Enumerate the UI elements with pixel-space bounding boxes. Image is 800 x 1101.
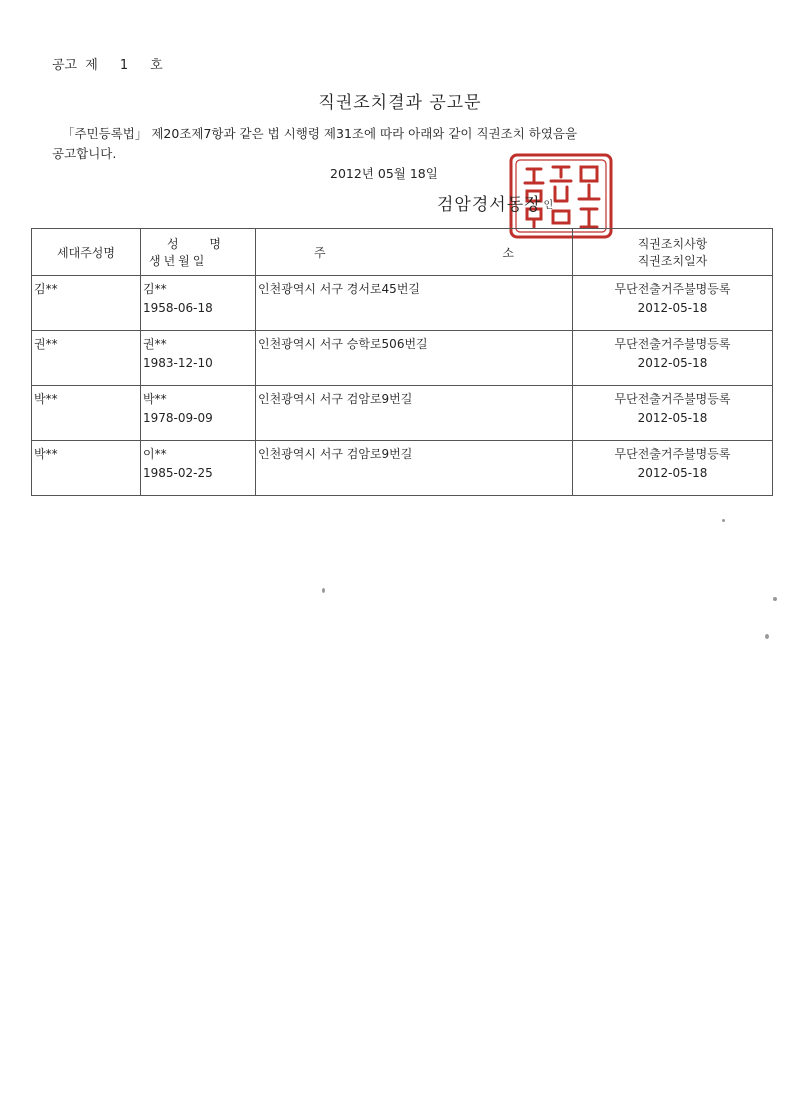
notice-body-line-1: 「주민등록법」 제20조제7항과 같은 법 시행령 제31조에 따라 아래와 같이 직권조치 하였음을 [62, 126, 578, 141]
scan-speck [765, 634, 769, 639]
name-cell: 이** [143, 447, 167, 461]
notice-label: 공고 제 [52, 58, 98, 73]
action-cell: 무단전출거주불명등록 [614, 282, 731, 296]
signer [437, 190, 554, 215]
table-row [32, 276, 773, 331]
header-address-b: 소 [502, 245, 514, 260]
header-action [573, 229, 773, 276]
signer-name: 검암경서동장 [437, 195, 542, 215]
householder-cell: 박** [34, 392, 58, 406]
action-date-cell: 2012-05-18 [637, 411, 708, 425]
notice-suffix: 호 [150, 58, 163, 73]
householder-cell: 김** [34, 282, 58, 296]
action-cell: 무단전출거주불명등록 [614, 392, 731, 406]
notice-date: 2012년 05월 18일 [330, 166, 438, 181]
name-cell: 김** [143, 282, 167, 296]
action-date-cell: 2012-05-18 [637, 356, 708, 370]
action-date-cell: 2012-05-18 [637, 301, 708, 315]
action-date-cell: 2012-05-18 [637, 466, 708, 480]
address-cell: 인천광역시 서구 경서로45번길 [258, 282, 421, 296]
birth-cell: 1978-09-09 [143, 411, 213, 425]
address-cell: 인천광역시 서구 검암로9번길 [258, 447, 413, 461]
table-header-row [32, 229, 773, 276]
header-action-type: 직권조치사항 [637, 237, 708, 251]
header-address [256, 229, 573, 276]
records-table [31, 228, 773, 496]
signer-seal-mark: 인 [543, 200, 555, 211]
birth-cell: 1958-06-18 [143, 301, 213, 315]
table-row [32, 331, 773, 386]
householder-cell: 박** [34, 447, 58, 461]
table-row [32, 441, 773, 496]
header-birth: 생년월일 [149, 254, 208, 268]
header-name-a: 성 [167, 237, 179, 251]
document-title: 직권조치결과 공고문 [318, 93, 482, 113]
address-cell: 인천광역시 서구 검암로9번길 [258, 392, 413, 406]
notice-number-line [52, 54, 163, 73]
action-cell: 무단전출거주불명등록 [614, 447, 731, 461]
scan-speck [322, 588, 325, 593]
name-cell: 권** [143, 337, 167, 351]
header-name-b: 명 [209, 237, 221, 251]
notice-body-line-2: 공고합니다. [52, 146, 117, 161]
name-cell: 박** [143, 392, 167, 406]
action-cell: 무단전출거주불명등록 [614, 337, 731, 351]
scan-speck [722, 519, 725, 522]
notice-number: 1 [119, 58, 129, 73]
header-action-date: 직권조치일자 [637, 254, 708, 268]
address-cell: 인천광역시 서구 승학로506번길 [258, 337, 428, 351]
header-address-a: 주 [314, 245, 326, 260]
birth-cell: 1985-02-25 [143, 466, 213, 480]
header-householder: 세대주성명 [32, 229, 141, 276]
header-name-birth [141, 229, 256, 276]
table-row [32, 386, 773, 441]
householder-cell: 권** [34, 337, 58, 351]
birth-cell: 1983-12-10 [143, 356, 213, 370]
scan-speck [773, 597, 777, 601]
